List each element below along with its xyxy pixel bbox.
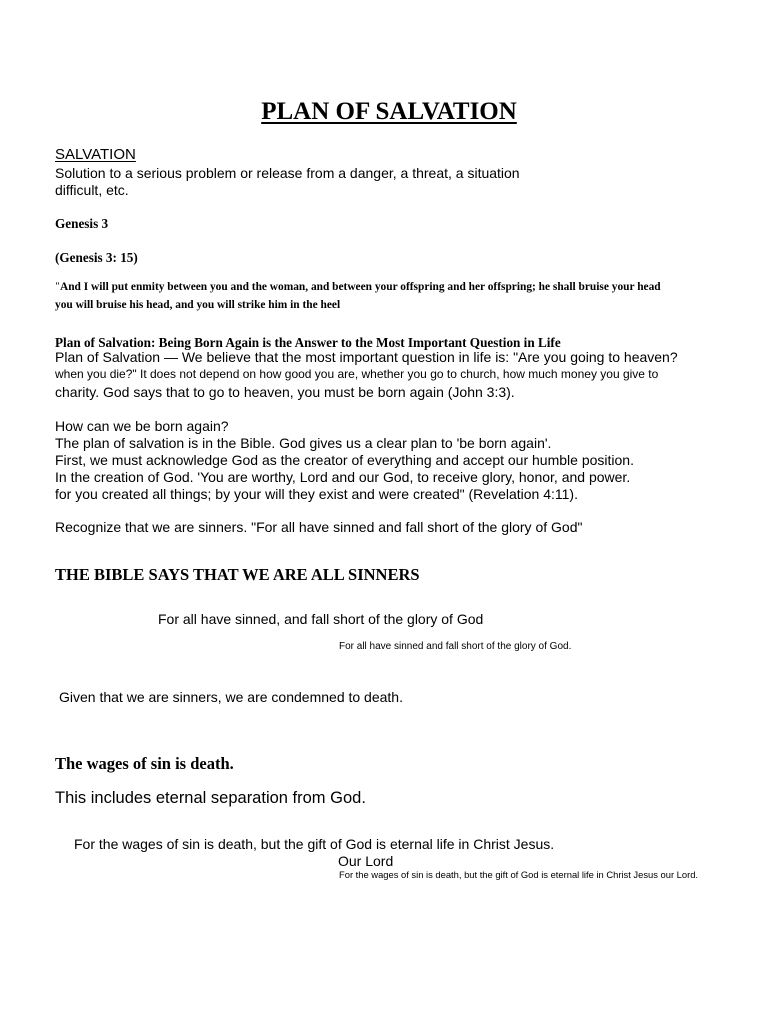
salvation-definition-line-2: difficult, etc. <box>55 182 129 198</box>
genesis-quote-line-1 <box>55 281 661 293</box>
page-title: PLAN OF SALVATION <box>261 98 517 125</box>
born-again-p2-line-2: First, we must acknowledge God as the creator of everything and accept our humble position. <box>55 452 634 468</box>
sinners-verse-small: For all have sinned and fall short of the glory of God. <box>339 641 572 652</box>
born-again-question: How can we be born again? <box>55 418 229 434</box>
born-again-heading: Plan of Salvation: Being Born Again is the Answer to the Most Important Question in Life <box>55 335 561 350</box>
salvation-heading: SALVATION <box>55 146 136 163</box>
genesis-reference: Genesis 3 <box>55 216 109 231</box>
genesis-quote-line-2: you will bruise his head, and you will strike him in the heel <box>55 299 341 311</box>
born-again-p2-line-3: In the creation of God. 'You are worthy, Lord and our God, to receive glory, honor, and power. <box>55 469 631 485</box>
born-again-p1-line-1: Plan of Salvation — We believe that the most important question in life is: "Are you going to heaven? <box>55 349 678 365</box>
separation-line: This includes eternal separation from God. <box>55 789 366 807</box>
genesis-quote-text-1: And I will put enmity between you and the woman, and between your offspring and her offspring; he shall bruise your head <box>60 281 661 293</box>
salvation-definition-line-1: Solution to a serious problem or release from a danger, a threat, a situation <box>55 165 520 181</box>
born-again-p1-line-2: when you die?" It does not depend on how good you are, whether you go to church, how much money you give to <box>55 367 659 381</box>
born-again-p2-line-1: The plan of salvation is in the Bible. God gives us a clear plan to 'be born again'. <box>55 435 552 451</box>
born-again-p1-line-3: charity. God says that to go to heaven, you must be born again (John 3:3). <box>55 384 515 400</box>
sinners-verse-large: For all have sinned, and fall short of the glory of God <box>158 611 484 627</box>
wages-heading: The wages of sin is death. <box>55 754 234 773</box>
born-again-p2-line-4: for you created all things; by your will they exist and were created" (Revelation 4:11). <box>55 486 578 502</box>
genesis-verse-reference: (Genesis 3: 15) <box>55 250 138 265</box>
recognize-sinners-line: Recognize that we are sinners. "For all have sinned and fall short of the glory of God" <box>55 519 583 535</box>
condemned-line: Given that we are sinners, we are condemned to death. <box>59 689 403 705</box>
wages-verse-small: For the wages of sin is death, but the gift of God is eternal life in Christ Jesus our Lord. <box>339 869 699 880</box>
wages-verse-line-1: For the wages of sin is death, but the gift of God is eternal life in Christ Jesus. <box>74 836 555 852</box>
quote-mark: " <box>55 281 60 291</box>
wages-verse-line-2: Our Lord <box>338 853 394 869</box>
sinners-heading: THE BIBLE SAYS THAT WE ARE ALL SINNERS <box>55 565 420 584</box>
